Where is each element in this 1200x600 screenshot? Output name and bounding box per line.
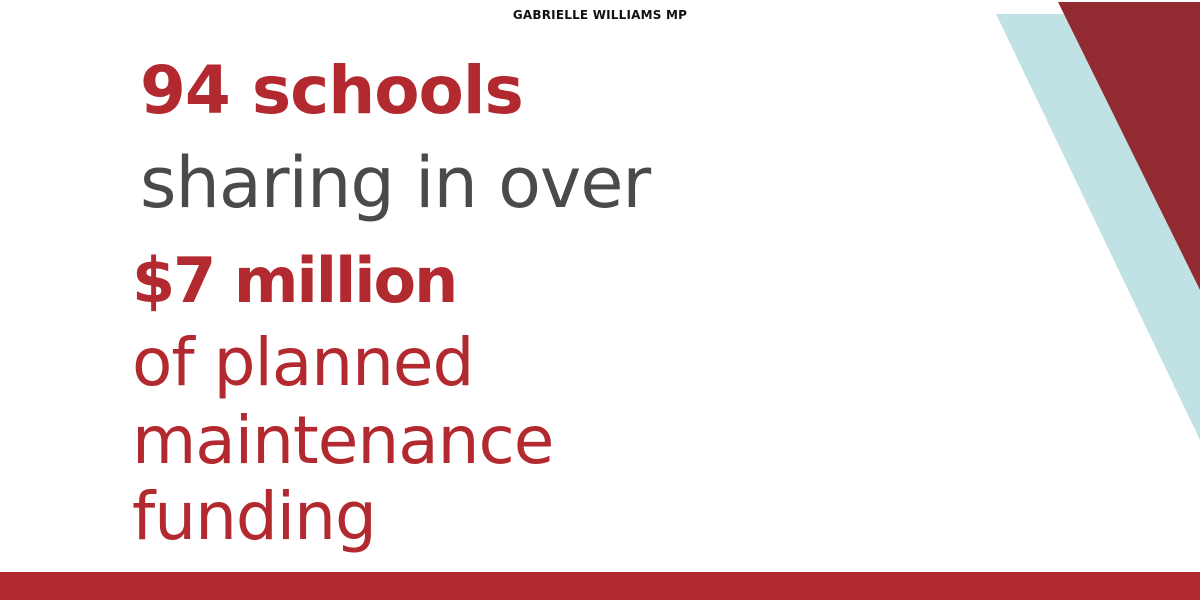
headline-funding-text: funding [132,478,376,555]
bottom-red-bar [0,572,1200,600]
headline-maintenance-text: maintenance [132,402,554,479]
headline-sharing-text: sharing in over [140,142,651,224]
headline-planned-text: of planned [132,324,474,401]
headline-school-count: 94 schools [140,52,523,129]
headline-funding-amount: $7 million [132,244,457,317]
mp-name: GABRIELLE WILLIAMS MP [512,8,688,22]
